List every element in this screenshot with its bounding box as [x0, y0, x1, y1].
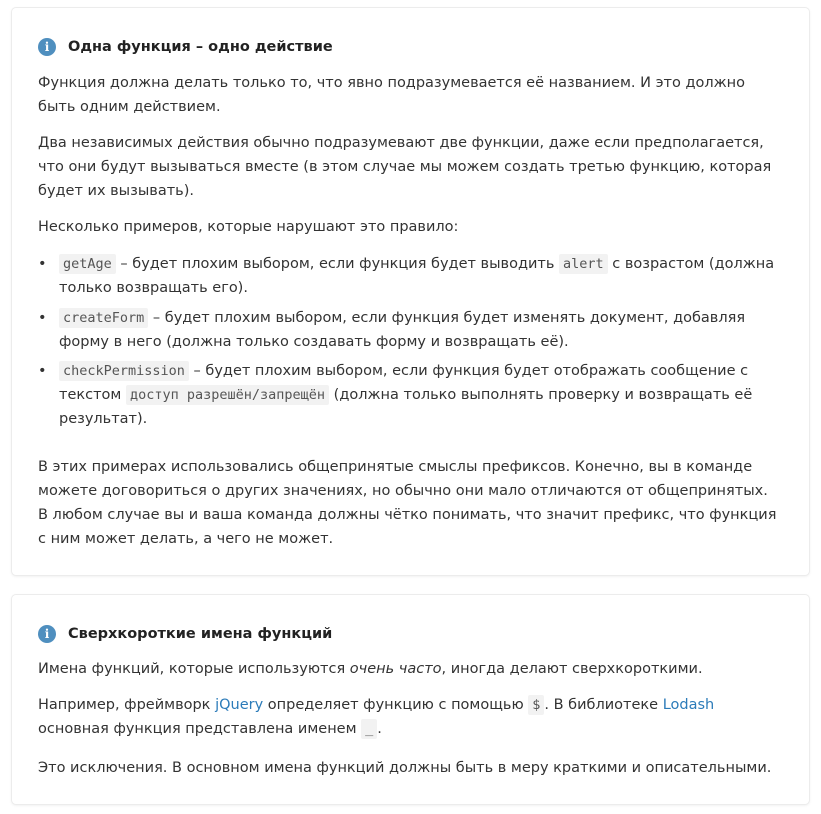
text: , иногда делают сверхкороткими.: [441, 661, 703, 677]
bullet: •: [38, 363, 47, 379]
emphasis: очень часто: [349, 661, 442, 677]
note-card-single-action: [12, 8, 809, 575]
list-item: [38, 306, 779, 354]
paragraph: В этих примерах использовались общепринятые смыслы префиксов. Конечно, вы в команде можете договориться о других значениях, но обычно они мало отличаются от общепринятых. В любом случае вы и ваша команда должны чётко понимать, что значит префикс, что функция с ним может делать, а чего не может.: [38, 459, 777, 547]
note-header: [38, 38, 333, 56]
list-item-text: (должна только выполнять проверку и возвращать её результат).: [59, 387, 753, 427]
examples-list: [38, 252, 779, 431]
list-item-text: – будет плохим выбором, если функция будет отображать сообщение с текстом: [59, 363, 749, 403]
text: . В библиотеке: [544, 697, 663, 713]
inline-code: $: [528, 695, 544, 715]
paragraph: Это исключения. В основном имена функций должны быть в меру краткими и описательными.: [38, 760, 772, 776]
note-title: Сверхкороткие имена функций: [68, 626, 333, 642]
paragraph: Функция должна делать только то, что явно подразумевается её названием. И это должно быть одним действием.: [38, 75, 746, 115]
note-body: [38, 71, 779, 119]
paragraph: [38, 657, 779, 681]
paragraph: [38, 693, 779, 741]
note-title: Одна функция – одно действие: [68, 39, 333, 55]
inline-code: _: [361, 719, 377, 739]
jquery-link[interactable]: jQuery: [215, 697, 264, 713]
lodash-link[interactable]: Lodash: [662, 697, 715, 713]
bullet: •: [38, 256, 47, 272]
note-body: [38, 657, 779, 681]
text: определяет функцию с помощью: [263, 697, 529, 713]
info-icon: i: [38, 625, 56, 643]
text: Имена функций, которые используются: [38, 661, 350, 677]
note-body: [38, 131, 779, 203]
text: основная функция представлена именем: [38, 721, 362, 737]
list-item: [38, 252, 779, 300]
note-card-short-names: [12, 595, 809, 804]
list-item-text: – будет плохим выбором, если функция будет выводить: [115, 256, 560, 272]
list-item-text: с возрастом (должна только возвращать его).: [59, 256, 775, 296]
note-body: [38, 215, 779, 239]
text: .: [377, 721, 382, 737]
info-icon: i: [38, 38, 56, 56]
note-header: [38, 625, 332, 643]
inline-code: доступ разрешён/запрещён: [126, 385, 329, 405]
paragraph: Несколько примеров, которые нарушают это правило:: [38, 219, 459, 235]
list-item-text: – будет плохим выбором, если функция будет изменять документ, добавляя форму в него (должна только создавать форму и возвращать её).: [59, 310, 746, 350]
paragraph: Два независимых действия обычно подразумевают две функции, даже если предполагается, что они будут вызываться вместе (в этом случае мы можем создать третью функцию, которая будет их вызывать).: [38, 135, 772, 199]
inline-code: alert: [559, 254, 608, 274]
text: Например, фреймворк: [38, 697, 216, 713]
bullet: •: [38, 310, 47, 326]
note-body: [38, 455, 779, 551]
inline-code: createForm: [59, 308, 148, 328]
note-body: [38, 756, 779, 780]
note-body: [38, 693, 779, 741]
inline-code: checkPermission: [59, 361, 189, 381]
inline-code: getAge: [59, 254, 116, 274]
list-item: [38, 359, 779, 431]
